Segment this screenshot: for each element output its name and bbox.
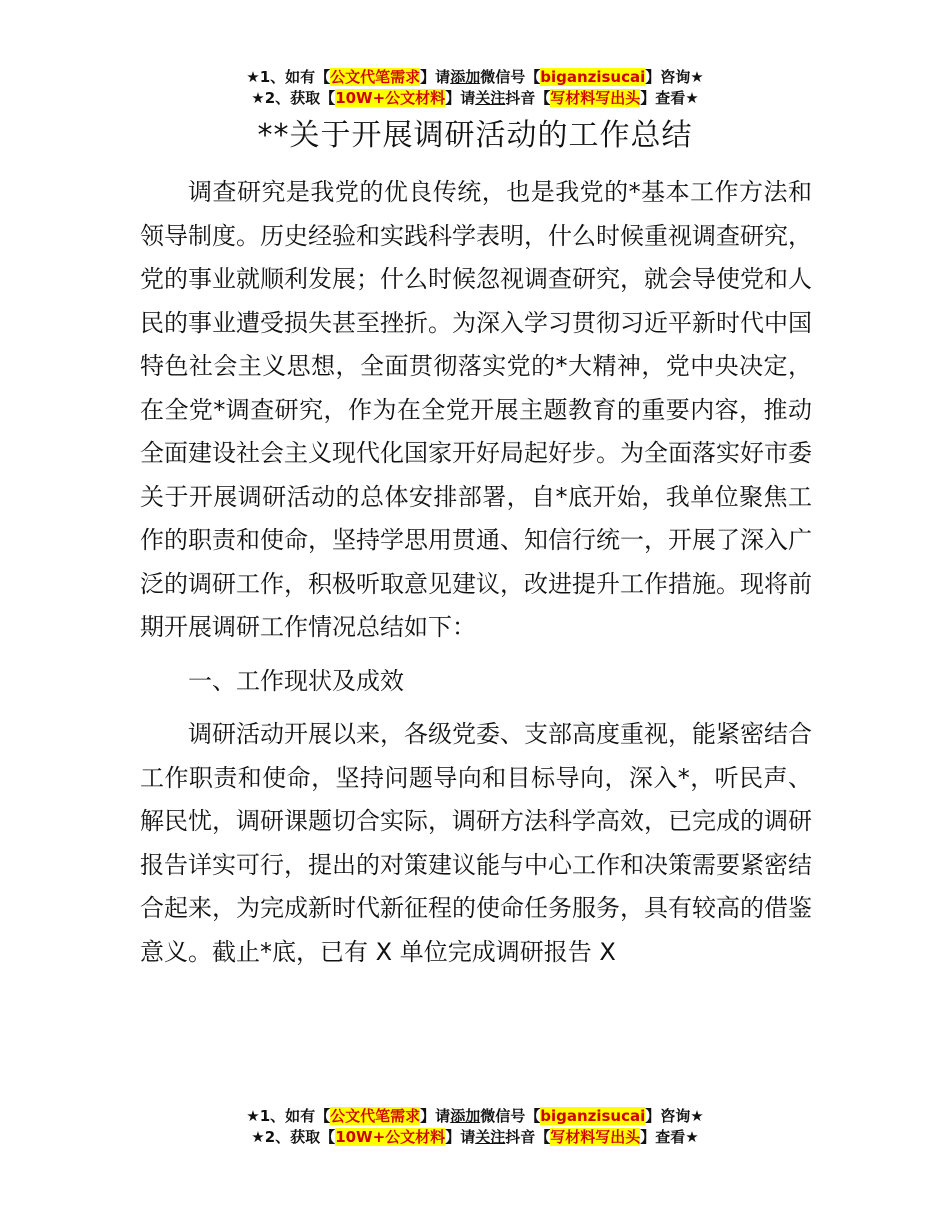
promo-line-1-prefix: ★1、如有【 [246, 68, 331, 86]
footer-promo-line-2 [0, 1127, 950, 1148]
footer-line-2-mid2: 抖音【 [505, 1128, 551, 1146]
promo-line-1-suffix: 】咨询★ [645, 68, 704, 86]
footer-promo-line-1 [0, 1106, 950, 1127]
footer-line-1-mid2: 微信号【 [480, 1107, 541, 1125]
footer-line-2-mid: 】请 [445, 1128, 476, 1146]
promo-line-2-mid2: 抖音【 [505, 89, 551, 107]
intro-section [140, 171, 812, 650]
footer-line-1-emphasis: 添加 [450, 1107, 481, 1125]
footer-promo-banner [0, 1106, 950, 1148]
promo-line-1-mid2: 微信号【 [480, 68, 541, 86]
document-title: **关于开展调研活动的工作总结 [257, 118, 693, 153]
promo-line-2-highlight-materials: 10W+公文材料 [335, 89, 446, 107]
section-1-heading: 一、工作现状及成效 [188, 667, 404, 695]
footer-line-1-suffix: 】咨询★ [645, 1107, 704, 1125]
intro-paragraph: 调查研究是我党的优良传统，也是我党的*基本工作方法和领导制度。历史经验和实践科学表明，什么时候重视调查研究，党的事业就顺利发展；什么时候忽视调查研究，就会导使党和人民的事业遭受损失甚至挫折。为深入学习贯彻习近平新时代中国特色社会主义思想，全面贯彻落实党的*大精神，党中央决定，在全党*调查研究，作为在全党开展主题教育的重要内容，推动全面建设社会主义现代化国家开好局起好步。为全面落实好市委关于开展调研活动的总体安排部署，自*底开始，我单位聚焦工作的职责和使命，坚持学思用贯通、知信行统一，开展了深入广泛的调研工作，积极听取意见建议，改进提升工作措施。现将前期开展调研工作情况总结如下： [140, 178, 812, 641]
promo-line-2-mid: 】请 [445, 89, 476, 107]
promo-line-1-highlight-service: 公文代笔需求 [330, 68, 421, 86]
promo-line-1-emphasis: 添加 [450, 68, 481, 86]
footer-line-1-prefix: ★1、如有【 [246, 1107, 331, 1125]
section-1-paragraph: 调研活动开展以来，各级党委、支部高度重视，能紧密结合工作职责和使命，坚持问题导向和目标导向，深入*，听民声、解民忧，调研课题切合实际，调研方法科学高效，已完成的调研报告详实可行，提出的对策建议能与中心工作和决策需要紧密结合起来，为完成新时代新征程的使命任务服务，具有较高的借鉴意义。截止*底，已有 X 单位完成调研报告 X [140, 720, 812, 966]
section-1 [140, 660, 812, 704]
promo-line-2-emphasis: 关注 [475, 89, 506, 107]
footer-line-2-suffix: 】查看★ [640, 1128, 699, 1146]
promo-line-1 [0, 67, 950, 88]
promo-line-2-douyin-account: 写材料写出头 [550, 89, 641, 107]
footer-line-2-emphasis: 关注 [475, 1128, 506, 1146]
promo-line-2-suffix: 】查看★ [640, 89, 699, 107]
footer-line-2-highlight-materials: 10W+公文材料 [335, 1128, 446, 1146]
footer-line-1-highlight-service: 公文代笔需求 [330, 1107, 421, 1125]
promo-line-2 [0, 88, 950, 109]
footer-line-2-douyin-account: 写材料写出头 [550, 1128, 641, 1146]
footer-line-1-wechat-id: biganzisucai [540, 1107, 646, 1125]
section-1-body [140, 713, 812, 974]
footer-line-2-prefix: ★2、获取【 [251, 1128, 336, 1146]
promo-line-2-prefix: ★2、获取【 [251, 89, 336, 107]
footer-line-1-mid: 】请 [420, 1107, 451, 1125]
header-promo-banner [0, 67, 950, 109]
promo-line-1-mid: 】请 [420, 68, 451, 86]
promo-line-1-wechat-id: biganzisucai [540, 68, 646, 86]
